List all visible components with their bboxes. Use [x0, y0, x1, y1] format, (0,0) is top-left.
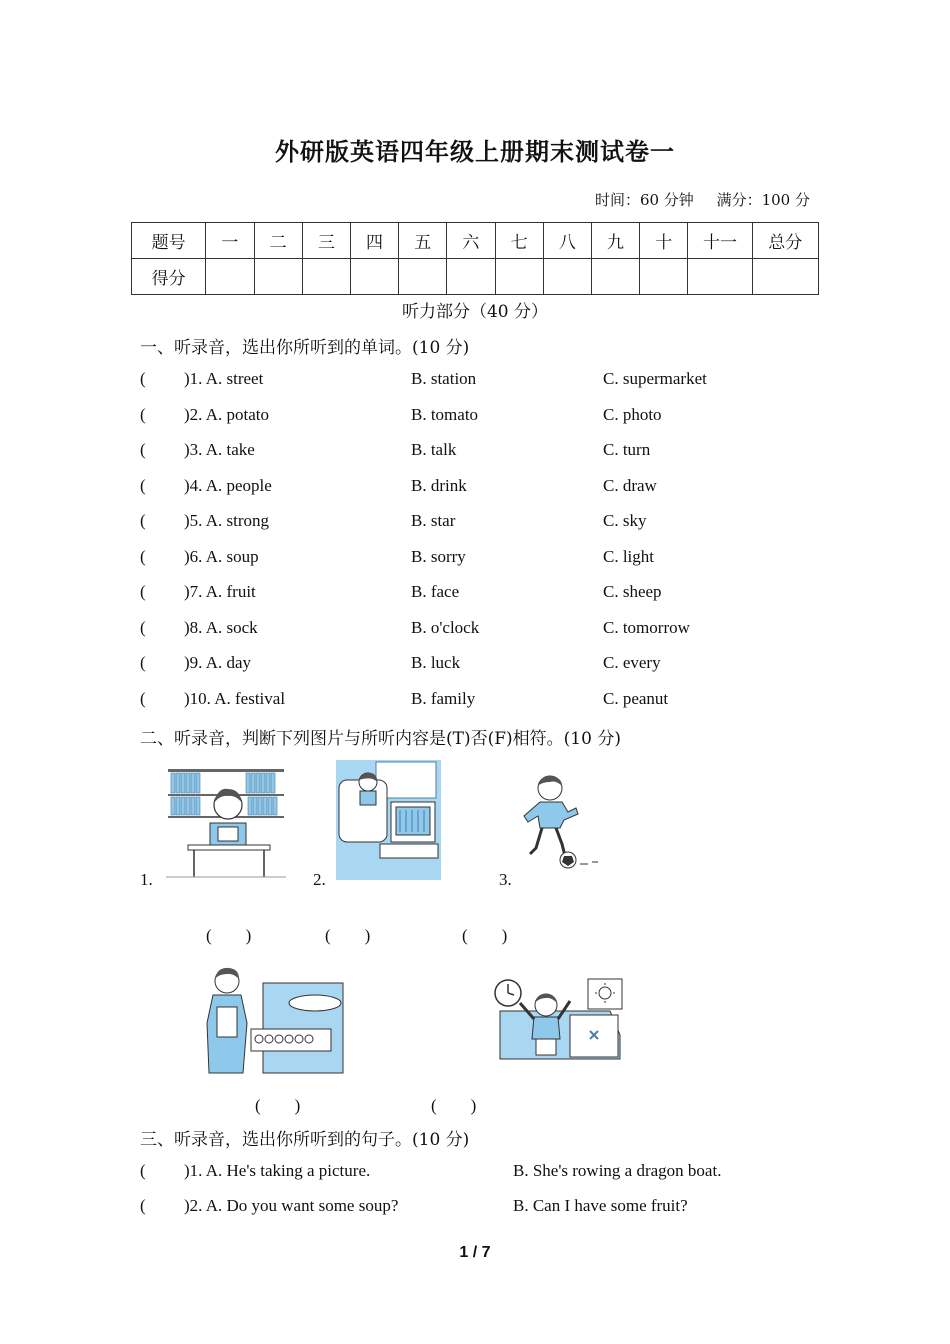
question-option-a: )8. A. sock [184, 618, 258, 637]
score-table-cell: 十一 [688, 223, 752, 259]
question-option-b: B. Can I have some fruit? [513, 1196, 688, 1215]
question-option-c: C. sheep [603, 582, 662, 601]
question-option-b: B. face [411, 582, 460, 601]
question-option-a: )1. A. street [184, 369, 264, 388]
question-row [140, 511, 840, 535]
answer-paren[interactable]: ( [140, 689, 146, 708]
picture-woman-cooking [203, 963, 348, 1076]
section3-heading: 三、听录音，选出你所听到的句子。(10 分) [140, 1130, 470, 1150]
score-input-cell[interactable] [302, 259, 350, 295]
answer-paren[interactable]: ( ) [255, 1096, 301, 1115]
page-title: 外研版英语四年级上册期末测试卷一 [275, 137, 675, 166]
question-option-a: )2. A. Do you want some soup? [184, 1196, 399, 1215]
listening-section-header: 听力部分（40 分） [401, 302, 549, 322]
score-table-cell: 总分 [752, 223, 818, 259]
score-table-cell: 得分 [132, 259, 206, 295]
question-row [140, 547, 840, 571]
question-option-a: )1. A. He's taking a picture. [184, 1161, 371, 1180]
picture-label: 1. [140, 870, 153, 889]
answer-paren[interactable]: ( [140, 653, 146, 672]
score-table-cell: 二 [254, 223, 302, 259]
question-option-b: B. o'clock [411, 618, 480, 637]
answer-paren[interactable]: ( [140, 582, 146, 601]
score-input-cell[interactable] [350, 259, 398, 295]
question-option-c: C. draw [603, 476, 657, 495]
score-table-cell: 一 [206, 223, 254, 259]
question-option-b: B. talk [411, 440, 457, 459]
score-table-cell: 七 [495, 223, 543, 259]
question-option-c: C. sky [603, 511, 647, 530]
answer-paren[interactable]: ( ) [462, 926, 508, 945]
question-option-a: )7. A. fruit [184, 582, 256, 601]
question-option-b: B. sorry [411, 547, 466, 566]
section2-heading: 二、听录音，判断下列图片与所听内容是(T)否(F)相符。(10 分) [140, 729, 621, 749]
score-table-cell: 八 [543, 223, 591, 259]
question-row [140, 440, 840, 464]
score-input-cell[interactable] [447, 259, 495, 295]
question-option-c: C. every [603, 653, 661, 672]
score-table-cell: 十 [640, 223, 688, 259]
score-input-cell[interactable] [495, 259, 543, 295]
picture-child-watching-tv [336, 760, 441, 880]
score-input-cell[interactable] [640, 259, 688, 295]
score-table [131, 222, 819, 295]
question-option-c: C. turn [603, 440, 651, 459]
answer-paren[interactable]: ( ) [206, 926, 252, 945]
score-table-cell: 三 [302, 223, 350, 259]
section1-heading: 一、听录音，选出你所听到的单词。(10 分) [140, 338, 470, 358]
page-number: 1 / 7 [459, 1244, 491, 1261]
score-input-cell[interactable] [399, 259, 447, 295]
answer-paren[interactable]: ( [140, 369, 146, 388]
score-table-header-row [132, 223, 819, 259]
question-option-b: B. station [411, 369, 477, 388]
question-option-b: B. star [411, 511, 456, 530]
answer-paren[interactable]: ( ) [325, 926, 371, 945]
score-table-cell: 四 [350, 223, 398, 259]
score-input-cell[interactable] [688, 259, 752, 295]
question-option-a: )6. A. soup [184, 547, 259, 566]
question-option-b: B. luck [411, 653, 461, 672]
picture-boy-reading [166, 765, 286, 880]
picture-boy-playing-football [518, 772, 613, 872]
score-input-cell[interactable] [591, 259, 639, 295]
score-input-cell[interactable] [206, 259, 254, 295]
question-option-c: C. light [603, 547, 655, 566]
picture-label: 2. [313, 870, 326, 889]
answer-paren[interactable]: ( [140, 1161, 146, 1180]
exam-meta [577, 189, 810, 210]
question-row [140, 369, 840, 393]
answer-paren[interactable]: ( [140, 1196, 146, 1215]
score-table-cell: 六 [447, 223, 495, 259]
question-row [140, 653, 840, 677]
question-row [140, 689, 840, 713]
score-table-score-row [132, 259, 819, 295]
question-option-b: B. drink [411, 476, 467, 495]
question-option-c: C. supermarket [603, 369, 707, 388]
question-row [140, 582, 840, 606]
question-option-c: C. photo [603, 405, 662, 424]
answer-paren[interactable]: ( [140, 440, 146, 459]
answer-paren[interactable]: ( [140, 618, 146, 637]
time-limit: 时间：60 分钟 [594, 191, 694, 209]
answer-paren[interactable]: ( [140, 476, 146, 495]
question-row [140, 618, 840, 642]
score-input-cell[interactable] [254, 259, 302, 295]
question-option-a: )4. A. people [184, 476, 272, 495]
question-row [140, 405, 840, 429]
picture-label: 3. [499, 870, 512, 889]
question-option-a: )3. A. take [184, 440, 255, 459]
question-option-b: B. family [411, 689, 476, 708]
question-option-a: )5. A. strong [184, 511, 269, 530]
full-score: 满分：100 分 [716, 191, 810, 209]
question-option-a: )9. A. day [184, 653, 252, 672]
score-table-cell: 题号 [132, 223, 206, 259]
question-row [140, 1161, 840, 1185]
score-table-cell: 九 [591, 223, 639, 259]
answer-paren[interactable]: ( ) [431, 1096, 477, 1115]
answer-paren[interactable]: ( [140, 511, 146, 530]
question-option-c: C. peanut [603, 689, 669, 708]
question-option-c: C. tomorrow [603, 618, 690, 637]
answer-paren[interactable]: ( [140, 547, 146, 566]
question-row [140, 1196, 840, 1220]
question-option-a: )2. A. potato [184, 405, 269, 424]
question-row [140, 476, 840, 500]
question-option-a: )10. A. festival [184, 689, 286, 708]
answer-paren[interactable]: ( [140, 405, 146, 424]
question-option-b: B. tomato [411, 405, 479, 424]
picture-boy-getting-up [490, 975, 625, 1065]
score-input-cell[interactable] [752, 259, 818, 295]
question-option-b: B. She's rowing a dragon boat. [513, 1161, 722, 1180]
score-table-cell: 五 [399, 223, 447, 259]
score-input-cell[interactable] [543, 259, 591, 295]
